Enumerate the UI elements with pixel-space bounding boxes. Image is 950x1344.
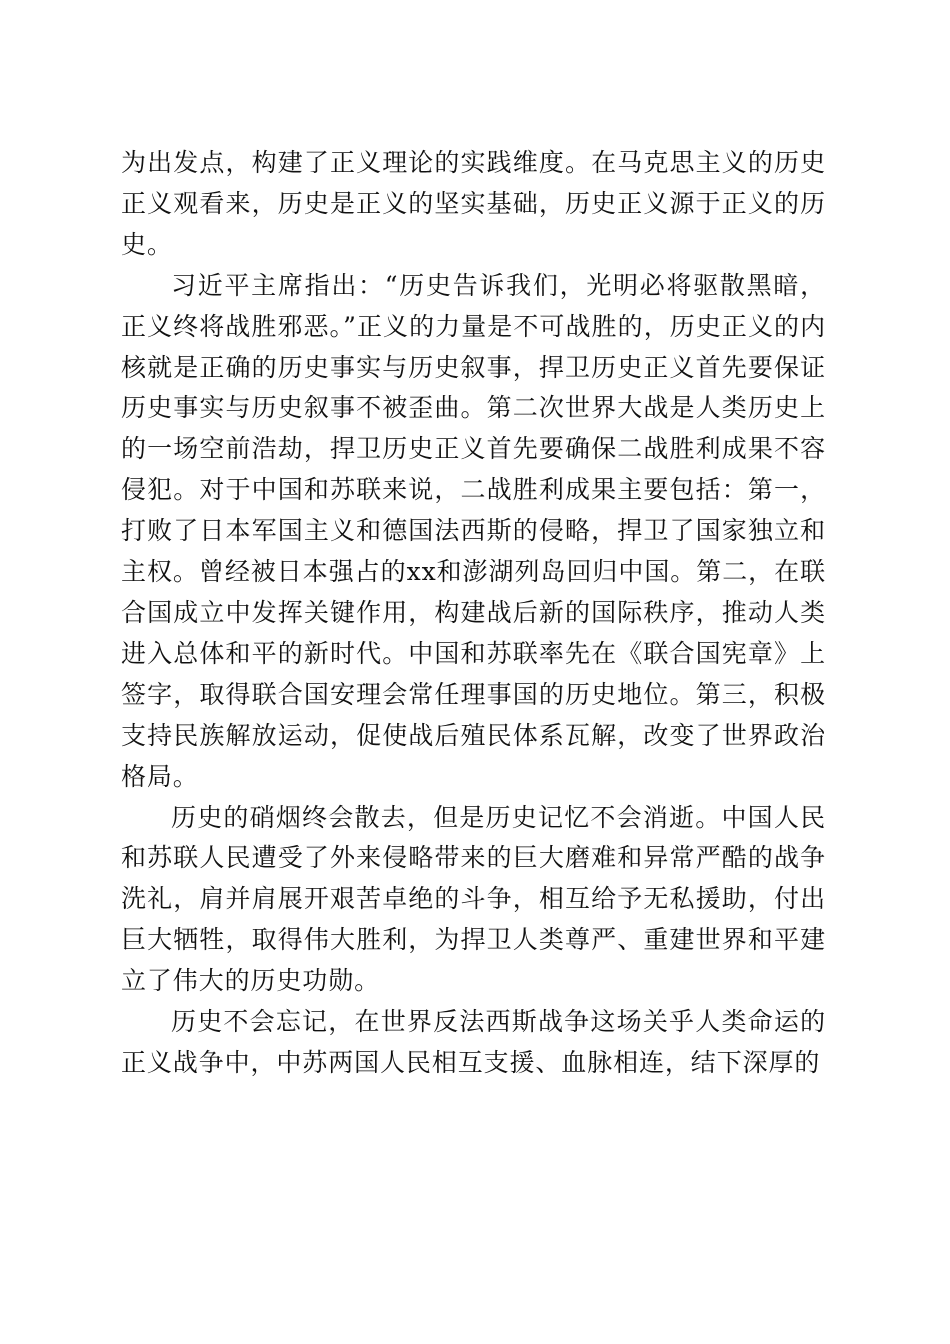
- paragraph-history-not-forget: 历史不会忘记，在世界反法西斯战争这场关乎人类命运的正义战争中，中苏两国人民相互支援、血脉相连，结下深厚的: [121, 1007, 826, 1077]
- paragraph-xi-quote: 习近平主席指出：“历史告诉我们，光明必将驱散黑暗，正义终将战胜邪恶。”正义的力量是不可战胜的，历史正义的内核就是正确的历史事实与历史叙事，捍卫历史正义首先要保证历史事实与历史叙事不被歪曲。第二次世界大战是人类历史上的一场空前浩劫，捍卫历史正义首先要确保二战胜利成果不容侵犯。对于中国和苏联来说，二战胜利成果主要包括：第一，打败了日本军国主义和德国法西斯的侵略，捍卫了国家独立和主权。曾经被日本强占的xx和澎湖列岛回归中国。第二，在联合国成立中发挥关键作用，构建战后新的国际秩序，推动人类进入总体和平的新时代。中国和苏联率先在《联合国宪章》上签字，取得联合国安理会常任理事国的历史地位。第三，积极支持民族解放运动，促使战后殖民体系瓦解，改变了世界政治格局。: [121, 270, 826, 791]
- paragraph-continuation: 为出发点，构建了正义理论的实践维度。在马克思主义的历史正义观看来，历史是正义的坚实基础，历史正义源于正义的历史。: [121, 148, 826, 259]
- paragraph-historical-memory: 历史的硝烟终会散去，但是历史记忆不会消逝。中国人民和苏联人民遭受了外来侵略带来的巨大磨难和异常严酷的战争洗礼，肩并肩展开艰苦卓绝的斗争，相互给予无私援助，付出巨大牺牲，取得伟大胜利，为捍卫人类尊严、重建世界和平建立了伟大的历史功勋。: [121, 802, 826, 996]
- document-body: [121, 143, 826, 1084]
